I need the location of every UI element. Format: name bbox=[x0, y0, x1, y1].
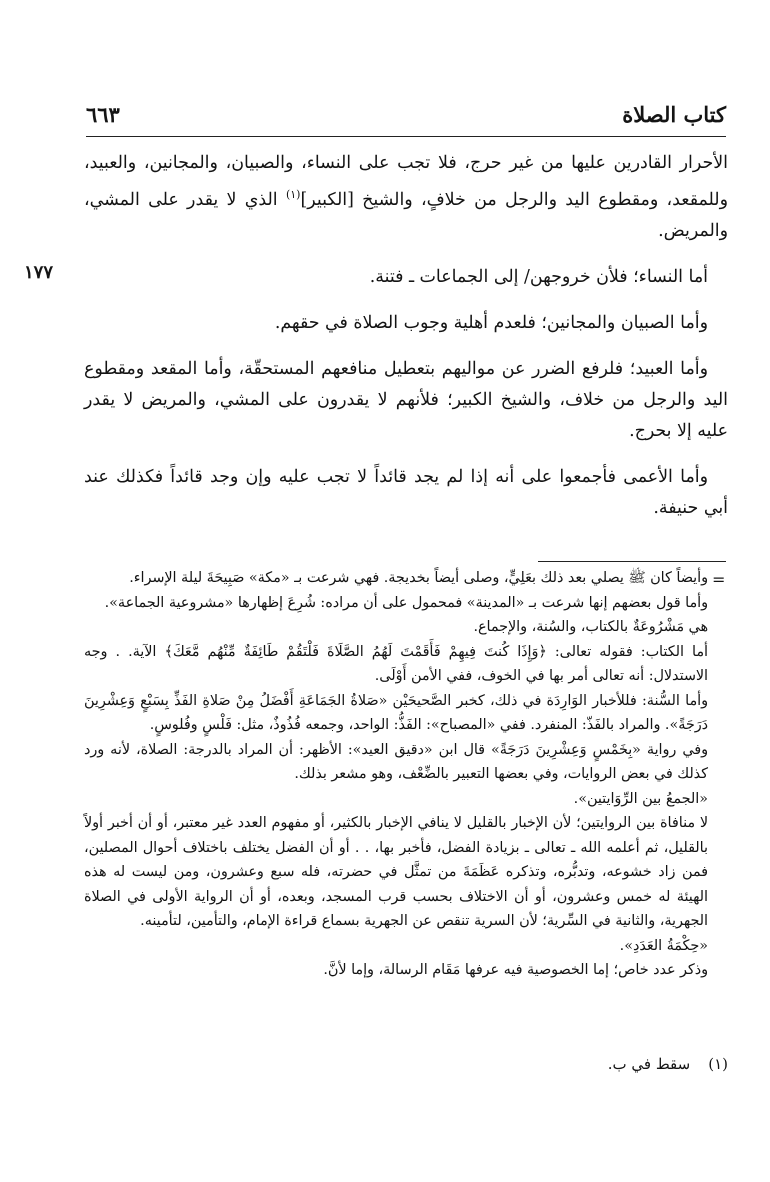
commentary-notes bbox=[84, 566, 708, 983]
main-text bbox=[84, 148, 728, 539]
footnote-ref: (١) bbox=[285, 188, 301, 201]
footnote-rule bbox=[538, 561, 726, 562]
paragraph-5: وأما الأعمى فأجمعوا على أنه إذا لم يجد قائداً لا تجب عليه وإن وجد قائداً فكذلك عند أبي حنيفة. bbox=[84, 466, 728, 518]
note-line: وأما السُّنة: فللأخبار الوَارِدَة في ذلك، كخبر الصَّحيحَيْن «صَلاةُ الجَمَاعَةِ أَفْضَلُ مِنْ صَلاةِ الفَذِّ بِسَبْعٍ وَعِشْرِينَ دَرَجَةً». والمراد بالفَذّ: المنفرد. ففي «المصباح»: الفَذُّ: الواحد، وجمعه فُذُوذٌ، مثل: فَلْسٍ وفُلوسٍ. bbox=[84, 692, 708, 733]
note-line: وذكر عدد خاص؛ إما الخصوصية فيه عرفها مَقَام الرسالة، وإما لأنَّ. bbox=[323, 962, 708, 978]
paragraph-1: الأحرار القادرين عليها من غير حرج، فلا تجب على النساء، والصبيان، والمجانين، والعبيد، وللمقعد، ومقطوع اليد والرجل من خلافٍ، والشيخ [الكبير]$^{(١)}$ الذي لا يقدر على المشي، والمريض. bbox=[84, 153, 728, 241]
paragraph-2: أما النساء؛ فلأن خروجهن/ إلى الجماعات ـ فتنة. bbox=[369, 266, 708, 287]
footnote-marker: (١) bbox=[708, 1055, 728, 1073]
header-rule bbox=[86, 136, 726, 137]
note-line: هي مَشْرُوعَةٌ بالكتاب، والسُنة، والإجماع. bbox=[473, 619, 708, 635]
continued-mark: = bbox=[712, 570, 726, 589]
manuscript-folio-number: ١٧٧ bbox=[24, 262, 54, 283]
note-line: لا منافاة بين الروايتين؛ لأن الإخبار بالقليل لا ينافي الإخبار بالكثير، أو مفهوم العدد غير معتبر، أو أن أخبر أولاً بالقليل، ثم أعلمه الله ـ تعالى ـ بزيادة الفضل، فأخبر بها، . . أو أن الفضل يختلف باختلاف أحوال المصلين، فمن زاد خشوعه، وتدبُّره، وتذكره عَظَمَةَ من تمثَّل في حضرته، فله سبع وعشرون، ومن ليست له هذه الهيئة له خمس وعشرون، أو أن الاختلاف بحسب قرب المسجد، وبعده، أو أن الرواية الأولى في الصلاة الجهرية، والثانية في السِّرية؛ لأن السرية تنقص عن الجهرية بسماع قراءة الإمام، والتأمين، لتأمينه. bbox=[84, 815, 708, 929]
note-heading: «حِكْمَةُ العَدَدِ». bbox=[619, 937, 708, 954]
note-line: وفي رواية «بِخَمْسٍ وَعِشْرِينَ دَرَجَةً» قال ابن «دقيق العيد»: الأظهر: أن المراد بالدرجة: الصلاة، لأنه ورد كذلك في بعض الروايات، وفي بعضها التعبير بالضِّعْف، وهو مشعر بذلك. bbox=[84, 741, 708, 782]
note-line: أما الكتاب: فقوله تعالى: ﴿وَإِذَا كُنتَ فِيهِمْ فَأَقَمْتَ لَهُمُ الصَّلَاةَ فَلْتَقُمْ طَائِفَةٌ مِّنْهُم مَّعَكَ﴾ الآية. . وجه الاستدلال: أنه تعالى أمر بها في الخوف، ففي الأمن أَوْلَى. bbox=[84, 643, 708, 684]
note-line: وأما قول بعضهم إنها شرعت بـ «المدينة» فمحمول على أن مراده: شُرِعَ إظهارها «مشروعية الجماعة». bbox=[104, 594, 708, 611]
page-number: ٦٦٣ bbox=[86, 101, 120, 127]
note-heading: «الجمعُ بين الرِّوَايتين». bbox=[573, 790, 708, 807]
footnote-text: سقط في ب. bbox=[607, 1055, 691, 1073]
running-title: كتاب الصلاة bbox=[622, 101, 726, 127]
note-line: وأيضاً كان ﷺ يصلي بعد ذلك بعَلِيٍّ، وصلى أيضاً بخديجة. فهي شرعت بـ «مكة» صَبِيحَةَ ليلة الإسراء. bbox=[129, 570, 708, 586]
page-header bbox=[86, 96, 726, 132]
paragraph-4: وأما العبيد؛ فلرفع الضرر عن مواليهم بتعطيل منافعهم المستحقّة، وأما المقعد ومقطوع اليد والرجل من خلاف، والشيخ الكبير؛ فلأنهم لا يقدرون على المشي، والمريض لا يقدر عليه إلا بحرج. bbox=[84, 358, 728, 441]
footnote-1 bbox=[560, 1055, 728, 1073]
paragraph-3: وأما الصبيان والمجانين؛ فلعدم أهلية وجوب الصلاة في حقهم. bbox=[274, 312, 708, 333]
